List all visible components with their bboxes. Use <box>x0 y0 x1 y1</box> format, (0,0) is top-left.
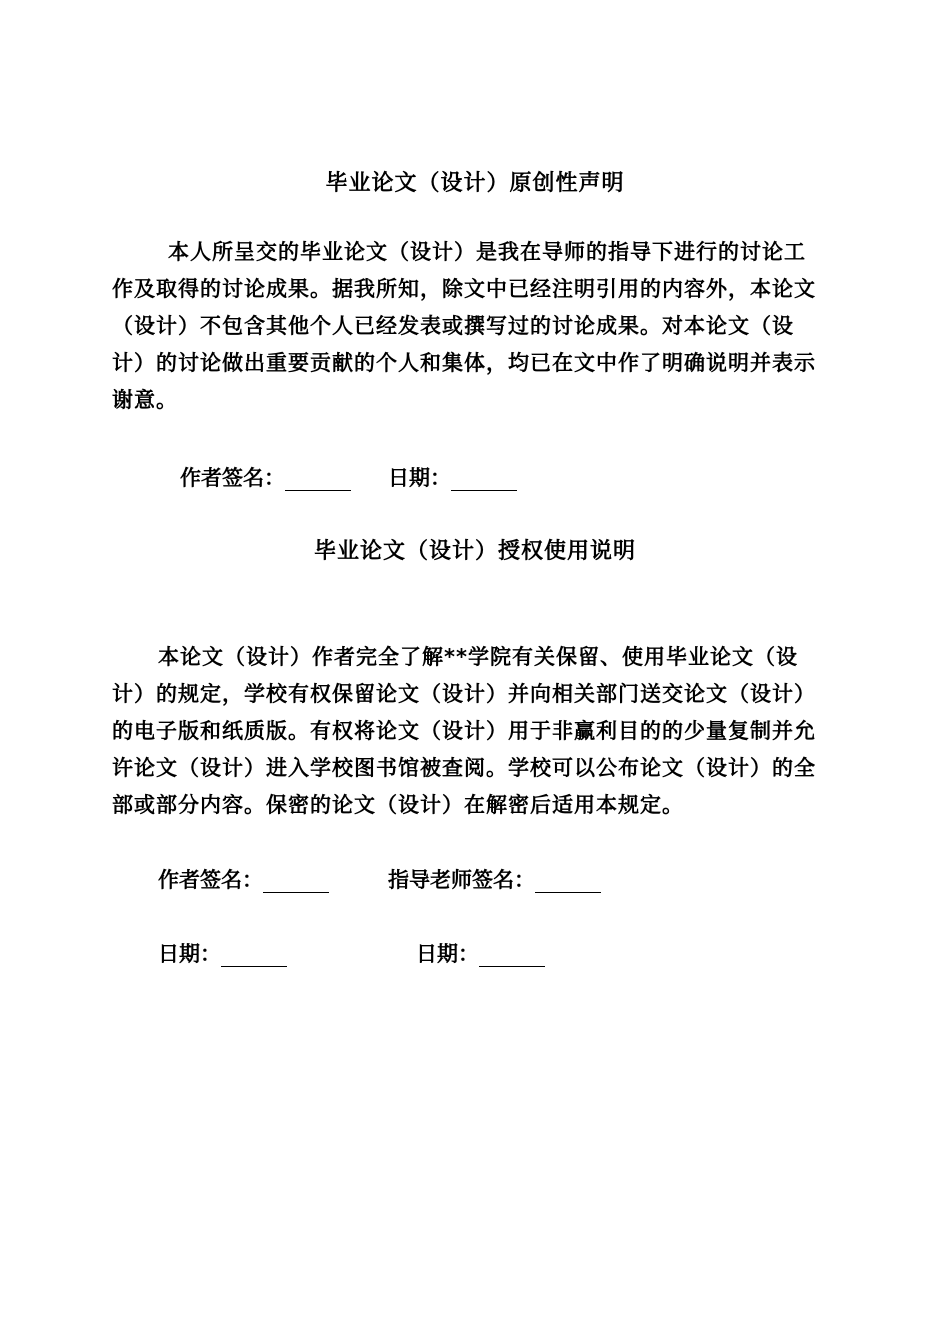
date-field[interactable] <box>479 942 545 967</box>
advisor-signature <box>388 864 601 894</box>
authorization-author-date <box>158 938 287 968</box>
authorization-advisor-date <box>416 938 545 968</box>
authorization-line: 部或部分内容。保密的论文（设计）在解密后适用本规定。 <box>112 793 684 817</box>
advisor-signature-label: 指导老师签名： <box>388 868 535 892</box>
declaration-line: 作及取得的讨论成果。据我所知，除文中已经注明引用的内容外，本论文 <box>112 277 816 301</box>
authorization-line: 的电子版和纸质版。有权将论文（设计）用于非赢利目的的少量复制并允 <box>112 719 816 743</box>
declaration-line: 谢意。 <box>112 388 178 412</box>
date-field[interactable] <box>451 466 517 491</box>
date-label: 日期： <box>416 942 479 966</box>
date-label: 日期： <box>388 466 451 490</box>
advisor-signature-field[interactable] <box>535 868 601 893</box>
authorization-title: 毕业论文（设计）授权使用说明 <box>313 539 636 564</box>
declaration-author-signature <box>180 462 351 492</box>
declaration-line: 计）的讨论做出重要贡献的个人和集体，均已在文中作了明确说明并表示 <box>112 351 816 375</box>
authorization-line: 许论文（设计）进入学校图书馆被查阅。学校可以公布论文（设计）的全 <box>112 756 816 780</box>
authorization-line: 本论文（设计）作者完全了解**学院有关保留、使用毕业论文（设 <box>158 645 798 669</box>
author-signature-label: 作者签名： <box>180 466 285 490</box>
declaration-line: 本人所呈交的毕业论文（设计）是我在导师的指导下进行的讨论工 <box>168 240 806 264</box>
author-signature-field[interactable] <box>263 868 329 893</box>
declaration-body <box>112 234 836 419</box>
author-signature-field[interactable] <box>285 466 351 491</box>
author-signature-label: 作者签名： <box>158 868 263 892</box>
authorization-author-signature <box>158 864 329 894</box>
date-label: 日期： <box>158 942 221 966</box>
declaration-line: （设计）不包含其他个人已经发表或撰写过的讨论成果。对本论文（设 <box>112 314 794 338</box>
authorization-body <box>112 639 836 824</box>
authorization-line: 计）的规定，学校有权保留论文（设计）并向相关部门送交论文（设计） <box>112 682 816 706</box>
declaration-title: 毕业论文（设计）原创性声明 <box>325 171 625 196</box>
date-field[interactable] <box>221 942 287 967</box>
declaration-date <box>388 462 517 492</box>
